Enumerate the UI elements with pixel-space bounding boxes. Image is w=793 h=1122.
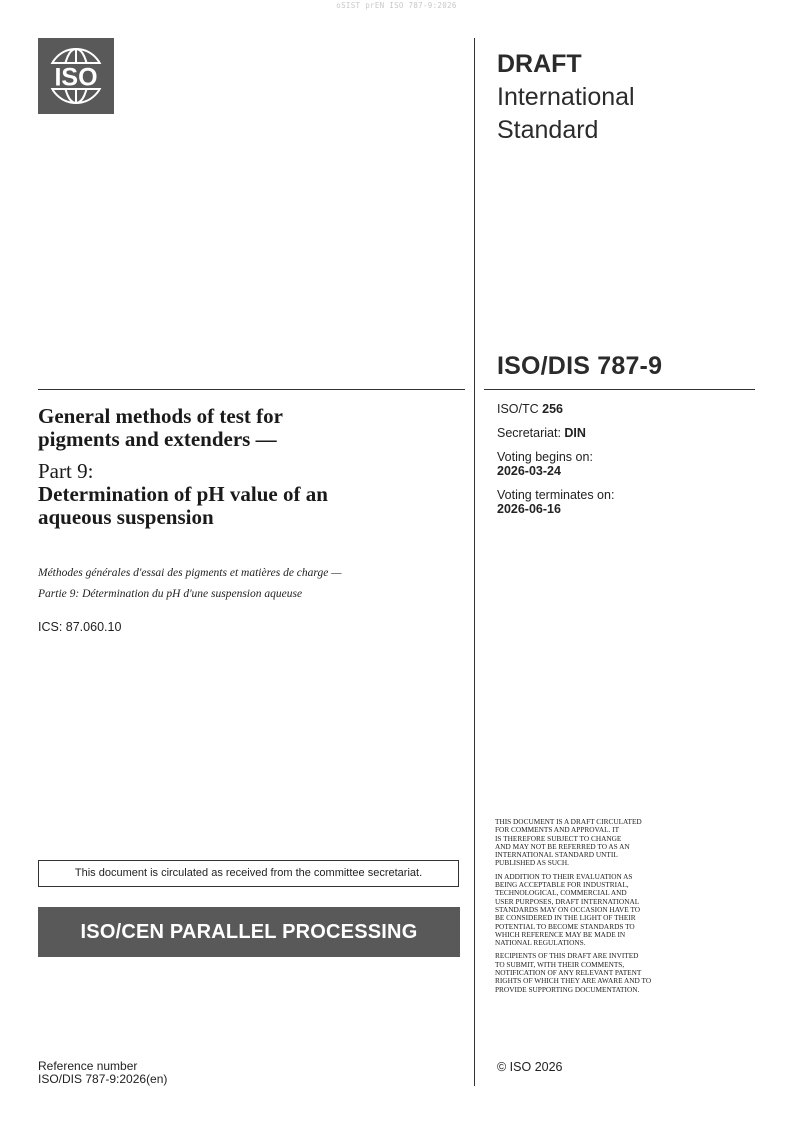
voting-begins-date: 2026-03-24 — [497, 464, 561, 478]
circulation-notice: This document is circulated as received from the committee secretariat. — [38, 860, 459, 887]
french-title — [38, 563, 458, 605]
secretariat-label: Secretariat: — [497, 426, 561, 440]
iso-logo — [38, 38, 114, 114]
left-divider — [38, 389, 465, 390]
voting-begins-label: Voting begins on: — [497, 450, 593, 464]
draft-label: DRAFT — [497, 50, 582, 78]
tc-label: ISO/TC — [497, 402, 539, 416]
reference-value: ISO/DIS 787-9:2026(en) — [38, 1072, 168, 1086]
doc-type-line1: International — [497, 83, 635, 111]
watermark: oSIST prEN ISO 787-9:2026 — [336, 1, 457, 10]
reference-number — [38, 1060, 167, 1086]
french-title-line1: Méthodes générales d'essai des pigments et matières de charge — — [38, 567, 342, 579]
disclaimer-paragraph: RECIPIENTS OF THIS DRAFT ARE INVITED TO SUBMIT, WITH THEIR COMMENTS, NOTIFICATION OF ANY RELEVANT PATENT RIGHTS OF WHICH THEY ARE AWARE AND TO PROVIDE SUPPORTING DOCUMENTATION. — [495, 951, 652, 994]
secretariat-value: DIN — [564, 426, 586, 440]
logo-text: ISO — [54, 63, 98, 92]
main-title-line2: pigments and extenders — — [38, 427, 277, 451]
part-label: Part 9: — [38, 459, 94, 483]
subtitle-line1: Determination of pH value of an — [38, 482, 328, 506]
iso-globe-icon — [38, 38, 114, 114]
right-divider — [484, 389, 755, 390]
document-designation: ISO/DIS 787-9 — [497, 352, 663, 380]
voting-terminates-date: 2026-06-16 — [497, 502, 561, 516]
draft-disclaimer — [495, 818, 705, 999]
draft-heading — [497, 48, 635, 147]
disclaimer-paragraph: IN ADDITION TO THEIR EVALUATION AS BEING ACCEPTABLE FOR INDUSTRIAL, TECHNOLOGICAL, COMMERCIAL AND USER PURPOSES, DRAFT INTERNATIONAL STANDARDS MAY ON OCCASION HAVE TO BE CONSIDERED IN THE LIGHT OF THEIR POTENTIAL TO BECOME STANDARDS TO WHICH REFERENCE MAY BE MADE IN NATIONAL REGULATIONS. — [495, 871, 641, 948]
parallel-processing-banner: ISO/CEN PARALLEL PROCESSING — [38, 907, 460, 957]
tc-value: 256 — [542, 402, 564, 416]
doc-type-line2: Standard — [497, 116, 599, 144]
subtitle-line2: aqueous suspension — [38, 505, 214, 529]
voting-terminates — [497, 488, 614, 516]
main-title-line1: General methods of test for — [38, 404, 283, 428]
voting-begins — [497, 450, 614, 478]
voting-terminates-label: Voting terminates on: — [497, 488, 615, 502]
vertical-divider — [474, 38, 475, 1086]
technical-committee — [497, 402, 614, 416]
document-title — [38, 405, 458, 529]
french-title-line2: Partie 9: Détermination du pH d'une suspension aqueuse — [38, 588, 303, 600]
copyright-notice: © ISO 2026 — [497, 1060, 563, 1074]
secretariat — [497, 426, 614, 440]
reference-label: Reference number — [38, 1059, 138, 1073]
disclaimer-paragraph: THIS DOCUMENT IS A DRAFT CIRCULATED FOR COMMENTS AND APPROVAL. IT IS THEREFORE SUBJECT TO CHANGE AND MAY NOT BE REFERRED TO AS AN INTERNATIONAL STANDARD UNTIL PUBLISHED AS SUCH. — [495, 817, 642, 868]
document-metadata — [497, 402, 614, 526]
ics-code: ICS: 87.060.10 — [38, 620, 122, 634]
